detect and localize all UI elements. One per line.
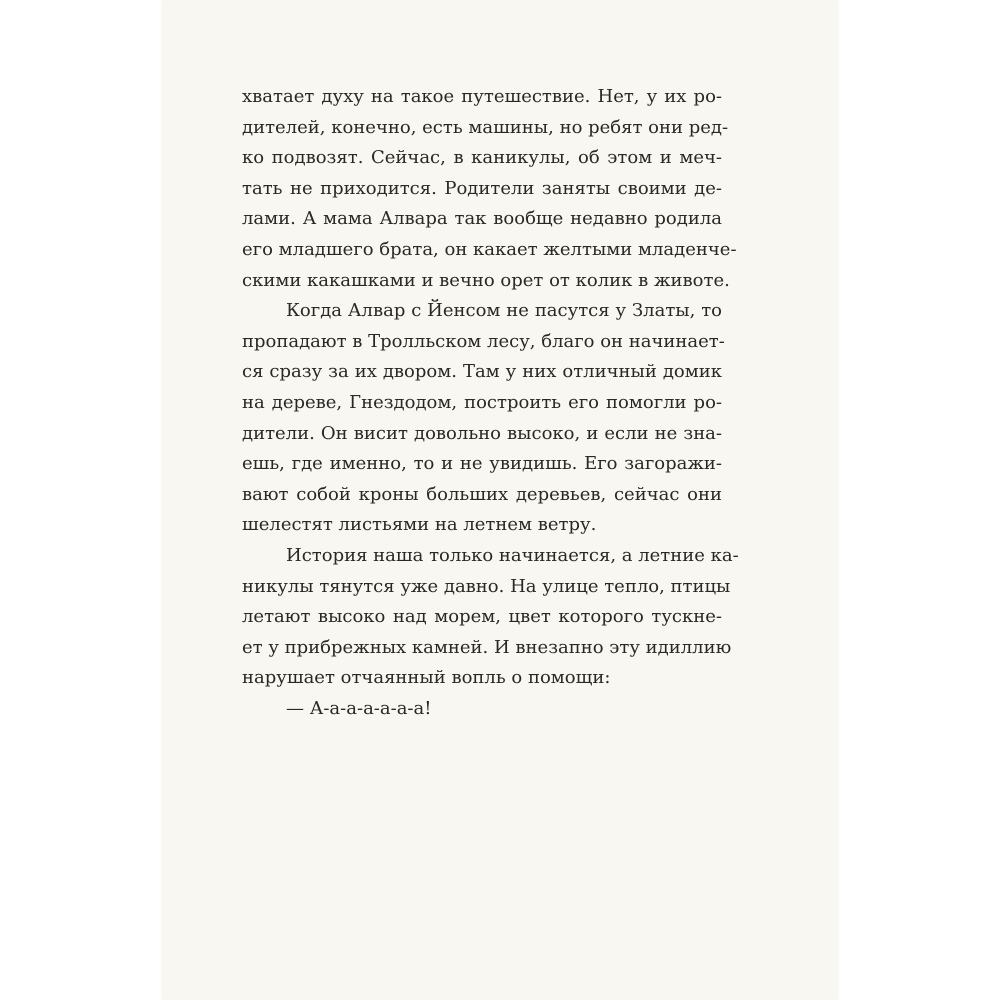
text-line: ся сразу за их двором. Там у них отличный домик [242, 361, 722, 383]
text-line: на дереве, Гнездодом, построить его помогли ро- [242, 391, 722, 413]
text-line: История наша только начинается, а летние ка- [286, 544, 739, 566]
paragraph [242, 541, 739, 694]
text-line: дителей, конечно, есть машины, но ребят они ред- [242, 116, 729, 138]
text-line: хватает духу на такое путешествие. Нет, у их ро- [242, 86, 722, 107]
text-line: нарушает отчаянный вопль о помощи: [242, 667, 611, 689]
book-page [162, 0, 838, 1000]
text-line: пропадают в Тролльском лесу, благо он начинает- [242, 330, 725, 352]
text-line: — А-а-а-а-а-а-а! [286, 697, 432, 719]
text-line: шелестят листьями на летнем ветру. [242, 514, 597, 536]
text-line: вают собой кроны больших деревьев, сейчас они [242, 483, 722, 505]
text-line: ешь, где именно, то и не увидишь. Его загоражи- [242, 453, 722, 475]
text-line: ко подвозят. Сейчас, в каникулы, об этом и меч- [242, 147, 722, 169]
text-line: ет у прибрежных камней. И внезапно эту идиллию [242, 636, 732, 658]
paragraph [242, 694, 722, 725]
text-line: скими какашками и вечно орет от колик в животе. [242, 269, 730, 291]
text-line: никулы тянутся уже давно. На улице тепло, птицы [242, 575, 731, 597]
text-line: летают высоко над морем, цвет которого тускне- [242, 606, 722, 628]
paragraph [242, 82, 737, 296]
page-text [242, 82, 739, 724]
text-line: дители. Он висит довольно высоко, и если не зна- [242, 422, 722, 444]
text-line: Когда Алвар с Йенсом не пасутся у Златы, то [286, 300, 722, 322]
text-line: его младшего брата, он какает желтыми младенче- [242, 238, 737, 260]
text-line: тать не приходится. Родители заняты своими де- [242, 177, 722, 199]
text-line: лами. А мама Алвара так вообще недавно родила [242, 208, 722, 230]
paragraph [242, 296, 725, 541]
